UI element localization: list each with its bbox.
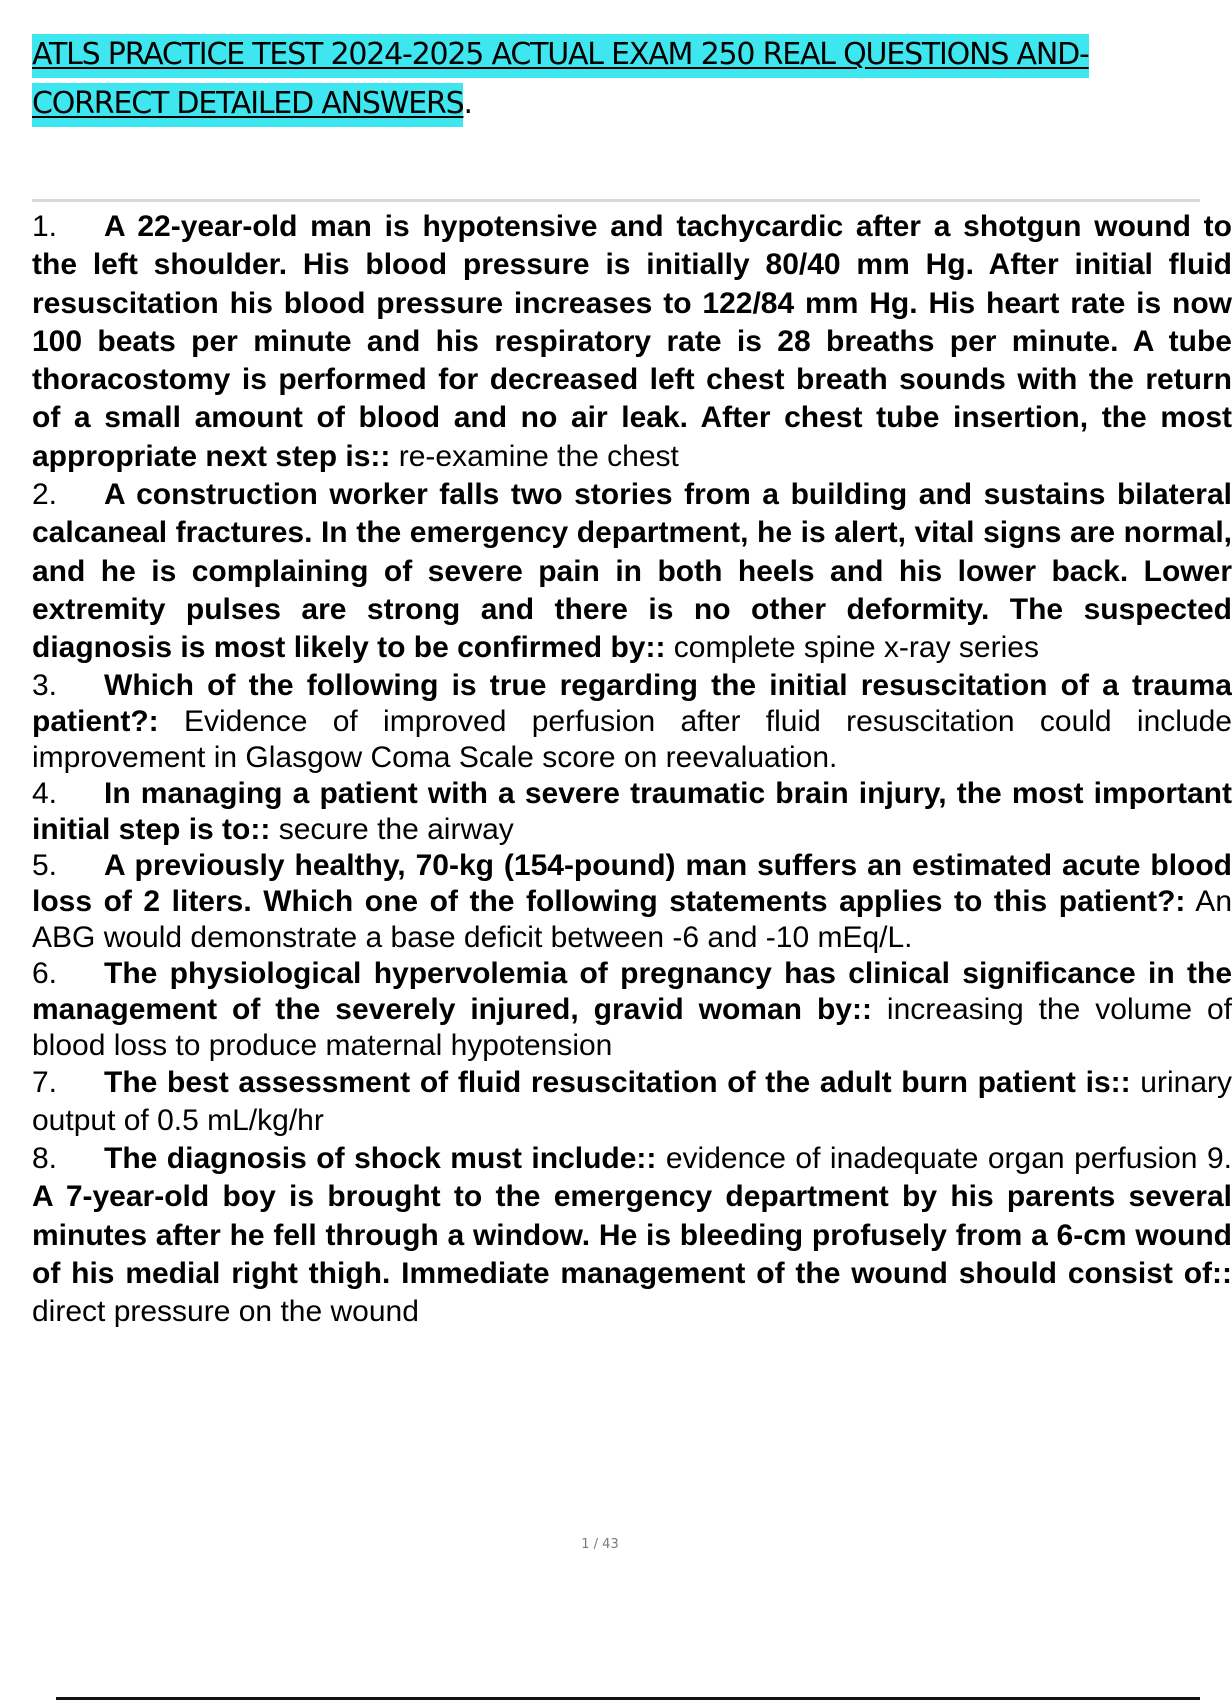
question-number: 7. [32, 1065, 58, 1099]
question-text: The best assessment of fluid resuscitation of the adult burn patient is:: [104, 1065, 1131, 1099]
question-item-8 [32, 1140, 1232, 1331]
question-9-text: A 7-year-old boy is brought to the emergency department by his parents several minutes after he fell through a window. He is bleeding profusely from a 6-cm wound of his medial right thigh. Immediate management of the wound should consist of:: [32, 1180, 1232, 1291]
title-highlight-line1: ATLS PRACTICE TEST 2024-2025 ACTUAL EXAM 250 REAL QUESTIONS AND- [32, 34, 1089, 78]
question-text: Which of the following is true regarding the initial resuscitation of a trauma patient?: [32, 668, 1232, 738]
question-text: A 22-year-old man is hypotensive and tachycardic after a shotgun wound to the left shoulder. His blood pressure is initially 80/40 mm Hg. After initial fluid resuscitation his blood pressure increases to 122/84 mm Hg. His heart rate is now 100 beats per minute and his respiratory rate is 28 breaths per minute. A tube thoracostomy is performed for decreased left chest breath sounds with the return of a small amount of blood and no air leak. After chest tube insertion, the most appropriate next step is:: [32, 210, 1232, 473]
title-highlight-line2: CORRECT DETAILED ANSWERS [32, 83, 463, 127]
question-item-4 [32, 776, 1232, 848]
answer-text: evidence of inadequate organ perfusion 9. [656, 1142, 1232, 1176]
question-text: In managing a patient with a severe traumatic brain injury, the most important initial step is to:: [32, 776, 1232, 846]
question-number: 2. [32, 478, 58, 512]
question-number: 1. [32, 210, 58, 243]
question-text: A construction worker falls two stories from a building and sustains bilateral calcaneal fractures. In the emergency department, he is alert, vital signs are normal, and he is complaining of severe pain in both heels and his lower back. Lower extremity pulses are strong and there is no other deformity. The suspected diagnosis is most likely to be confirmed by:: [32, 478, 1232, 665]
question-item-3 [32, 668, 1232, 776]
questions-list [32, 208, 1232, 1332]
question-number: 5. [32, 848, 58, 882]
answer-text: urinary output of 0.5 mL/kg/hr [32, 1065, 1232, 1137]
answer-text: re-examine the chest [390, 439, 679, 473]
title-tail: . [463, 86, 472, 121]
question-text: The physiological hypervolemia of pregnancy has clinical significance in the management of the severely injured, gravid woman by:: [32, 956, 1232, 1026]
question-text: A previously healthy, 70-kg (154-pound) man suffers an estimated acute blood loss of 2 liters. Which one of the following statements applies to this patient?: [32, 848, 1232, 918]
horizontal-divider [32, 199, 1200, 202]
question-number: 4. [32, 776, 58, 810]
answer-text: secure the airway [270, 812, 514, 846]
question-item-2 [32, 476, 1232, 667]
answer-text: Evidence of improved perfusion after fluid resuscitation could include improvement in Glasgow Coma Scale score on reevaluation. [32, 704, 1232, 774]
question-number: 3. [32, 668, 58, 702]
question-text: The diagnosis of shock must include:: [104, 1142, 657, 1176]
document-title [32, 30, 1182, 128]
question-number: 6. [32, 956, 58, 990]
answer-text: An ABG would demonstrate a base deficit between -6 and -10 mEq/L. [32, 884, 1232, 954]
question-9-answer: direct pressure on the wound [32, 1295, 419, 1329]
page-indicator: 1 / 43 [581, 1537, 619, 1552]
question-item-7 [32, 1064, 1232, 1141]
answer-text: complete spine x-ray series [665, 631, 1039, 665]
question-item-1 [32, 208, 1232, 476]
question-item-6 [32, 956, 1232, 1064]
question-number: 8. [32, 1142, 58, 1176]
question-item-5 [32, 848, 1232, 956]
answer-text: increasing the volume of blood loss to produce maternal hypotension [32, 992, 1232, 1062]
